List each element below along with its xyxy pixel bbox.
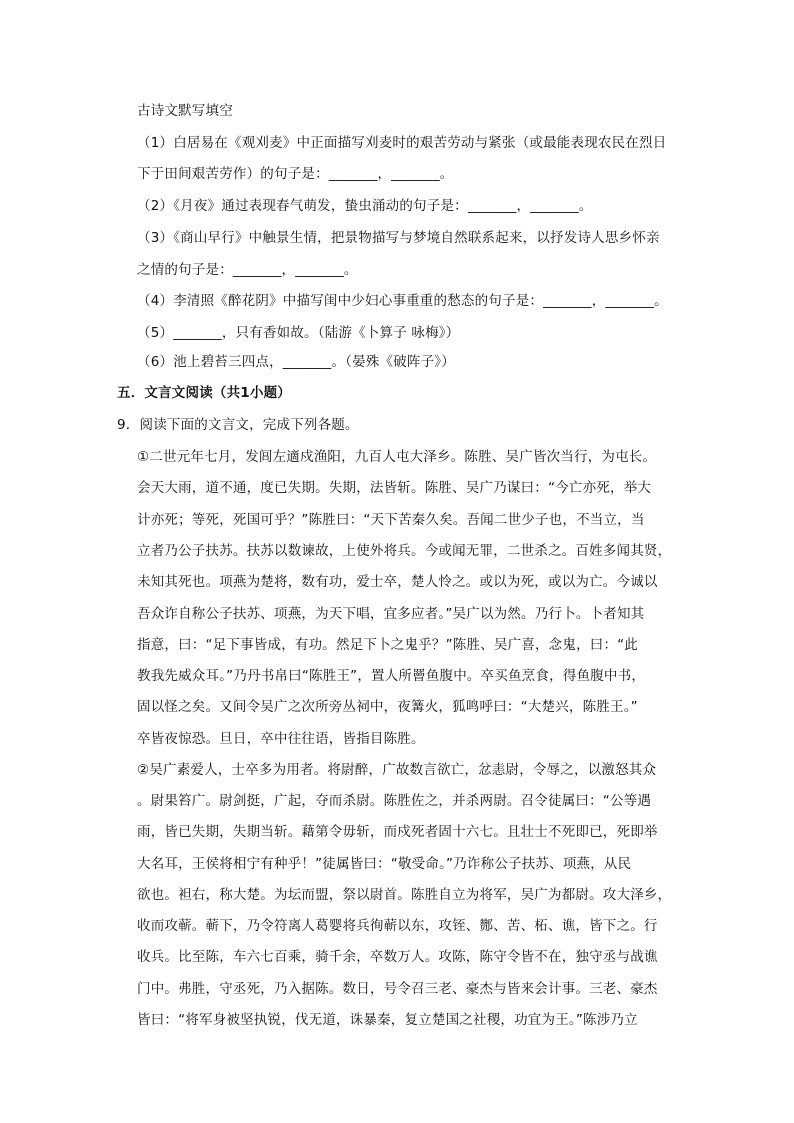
passage-line: 计亦死；等死，死国可乎？”陈胜曰：“天下苦秦久矣。吾闻二世少子也，不当立，当 xyxy=(137,512,645,528)
passage-line: 大名耳，王侯将相宁有种乎！”徒属皆曰：“敬受命。”乃诈称公子扶苏、项燕，从民 xyxy=(137,856,632,872)
passage-line: 皆曰：“将军身被坚执锐，伐无道，诛暴秦，复立楚国之社稷，功宜为王。”陈涉乃立 xyxy=(137,1012,638,1028)
passage-line: 门中。弗胜，守丞死，乃入据陈。数日，号令召三老、豪杰与皆来会计事。三老、豪杰 xyxy=(137,981,658,997)
passage-line: 未知其死也。项燕为楚将，数有功，爱士卒，楚人怜之。或以为死，或以为亡。今诚以 xyxy=(137,574,658,590)
section-intro: 古诗文默写填空 xyxy=(137,103,233,119)
passage-line: 会天大雨，道不通，度已失期。失期，法皆斩。陈胜、吴广乃谋曰：“今亡亦死，举大 xyxy=(137,480,652,496)
item-3-line-2: 之情的句子是：_______，_______。 xyxy=(137,262,358,278)
question-9-prompt: 9．阅读下面的文言文，完成下列各题。 xyxy=(117,417,359,433)
item-1-line-2: 下于田间艰苦劳作）的句子是：_______，_______。 xyxy=(137,166,454,182)
item-3-line-1: （3）《商山早行》中触景生情，把景物描写与梦境自然联系起来，以抒发诗人思乡怀亲 xyxy=(137,230,660,246)
item-1-line-1: （1）白居易在《观刈麦》中正面描写刈麦时的艰苦劳动与紧张（或最能表现农民在烈日 xyxy=(137,135,667,151)
passage-line: 卒皆夜惊恐。旦日，卒中往往语，皆指目陈胜。 xyxy=(137,731,425,747)
passage-line: ②吴广素爱人，士卒多为用者。将尉醉，广故数言欲亡，忿恚尉，令辱之，以激怒其众 xyxy=(137,762,657,778)
passage-line: 。尉果笞广。尉剑挺，广起，夺而杀尉。陈胜佐之，并杀两尉。召令徒属曰：“公等遇 xyxy=(137,793,652,809)
passage-line: 固以怪之矣。又间令吴广之次所旁丛祠中，夜篝火，狐鸣呼曰：“大楚兴，陈胜王。” xyxy=(137,699,638,715)
passage-line: 收兵。比至陈，车六七百乘，骑千余，卒数万人。攻陈，陈守令皆不在，独守丞与战谯 xyxy=(137,949,658,965)
item-6-line-1: （6）池上碧苔三四点，_______。（晏殊《破阵子》） xyxy=(137,354,455,370)
passage-line: 欲也。袒右，称大楚。为坛而盟，祭以尉首。陈胜自立为将军，吴广为都尉。攻大泽乡， xyxy=(137,887,672,903)
passage-line: 雨，皆已失期，失期当斩。藉第令毋斩，而戍死者固十六七。且壮士不死即已，死即举 xyxy=(137,824,658,840)
passage-line: ①二世元年七月，发闾左適戍渔阳，九百人屯大泽乡。陈胜、吴广皆次当行，为屯长。 xyxy=(137,449,657,465)
passage-line: 吾众诈自称公子扶苏、项燕，为天下唱，宜多应者。”吴广以为然。乃行卜。卜者知其 xyxy=(137,606,645,622)
passage-line: 收而攻蕲。蕲下，乃令符离人葛婴将兵徇蕲以东，攻铚、酂、苦、柘、谯，皆下之。行 xyxy=(137,918,658,934)
passage-line: 指意，曰：“足下事皆成，有功。然足下卜之鬼乎？”陈胜、吴广喜，念鬼，曰：“此 xyxy=(137,637,639,653)
passage-line: 立者乃公子扶苏。扶苏以数谏故，上使外将兵。今或闻无罪，二世杀之。百姓多闻其贤， xyxy=(137,543,672,559)
item-2-line-1: （2）《月夜》通过表现春气萌发，蛰虫涌动的句子是：_______，_______。 xyxy=(137,198,593,214)
section-5-heading: 五．文言文阅读（共1小题） xyxy=(117,385,291,401)
item-4-line-1: （4）李清照《醉花阴》中描写闺中少妇心事重重的愁态的句子是：_______，_______。 xyxy=(137,293,668,309)
passage-line: 教我先威众耳。”乃丹书帛曰“陈胜王”，置人所罾鱼腹中。卒买鱼烹食，得鱼腹中书， xyxy=(137,668,646,684)
item-5-line-1: （5）_______，只有香如故。（陆游《卜算子 咏梅》） xyxy=(137,325,460,341)
